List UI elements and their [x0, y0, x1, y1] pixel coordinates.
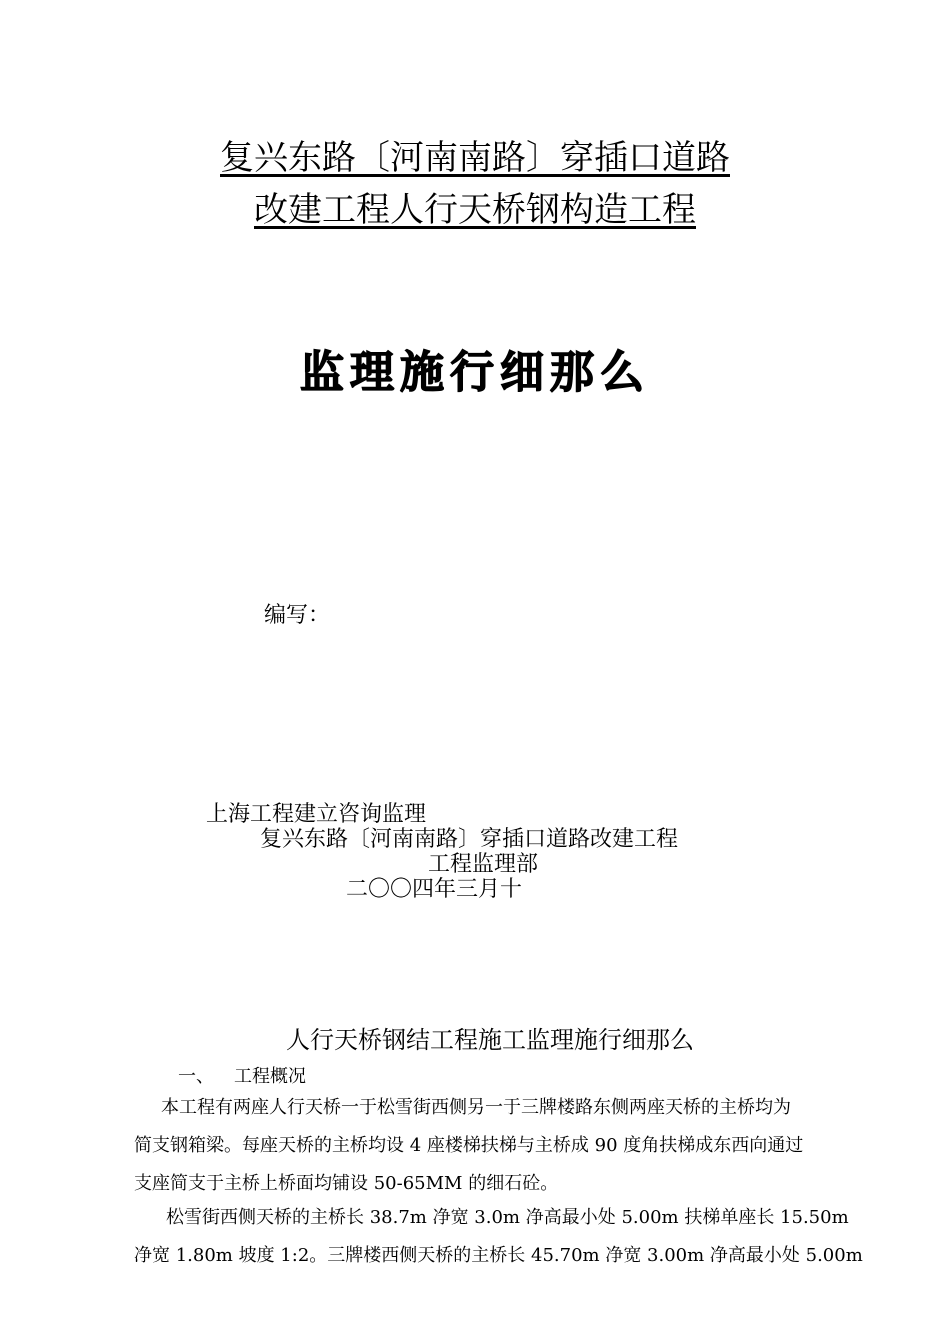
paragraph-line: 本工程有两座人行天桥一于松雪街西侧另一于三牌楼路东侧两座天桥的主桥均为 — [161, 1097, 791, 1118]
paragraph-line: 松雪街西侧天桥的主桥长 38.7m 净宽 3.0m 净高最小处 5.00m 扶梯单座长 15.50m — [166, 1207, 849, 1228]
item-title: 工程概况 — [234, 1066, 306, 1087]
paragraph-line: 简支钢箱梁。每座天桥的主桥均设 4 座楼梯扶梯与主桥成 90 度角扶梯成东西向通过 — [134, 1135, 804, 1156]
department-name: 工程监理部 — [428, 852, 539, 877]
section-title: 人行天桥钢结工程施工监理施行细那么 — [286, 1026, 694, 1054]
organization-name: 上海工程建立咨询监理 — [206, 802, 427, 827]
cover-title-line-2: 改建工程人行天桥钢构造工程 — [254, 190, 696, 230]
item-number: 一、 — [178, 1066, 214, 1087]
paragraph-overview — [134, 1089, 850, 1203]
project-name: 复兴东路〔河南南路〕穿插口道路改建工程 — [260, 827, 679, 852]
cover-title-line-1: 复兴东路〔河南南路〕穿插口道路 — [220, 138, 730, 178]
document-heading: 监理施行细那么 — [300, 347, 650, 398]
document-date: 二〇〇四年三月十 — [346, 877, 523, 902]
paragraph-dimensions — [134, 1199, 863, 1275]
author-label: 编写： — [264, 603, 331, 628]
paragraph-line: 净宽 1.80m 坡度 1:2。三牌楼西侧天桥的主桥长 45.70m 净宽 3.00m 净高最小处 5.00m — [134, 1245, 863, 1266]
paragraph-line: 支座简支于主桥上桥面均铺设 50-65MM 的细石砼。 — [134, 1173, 559, 1194]
